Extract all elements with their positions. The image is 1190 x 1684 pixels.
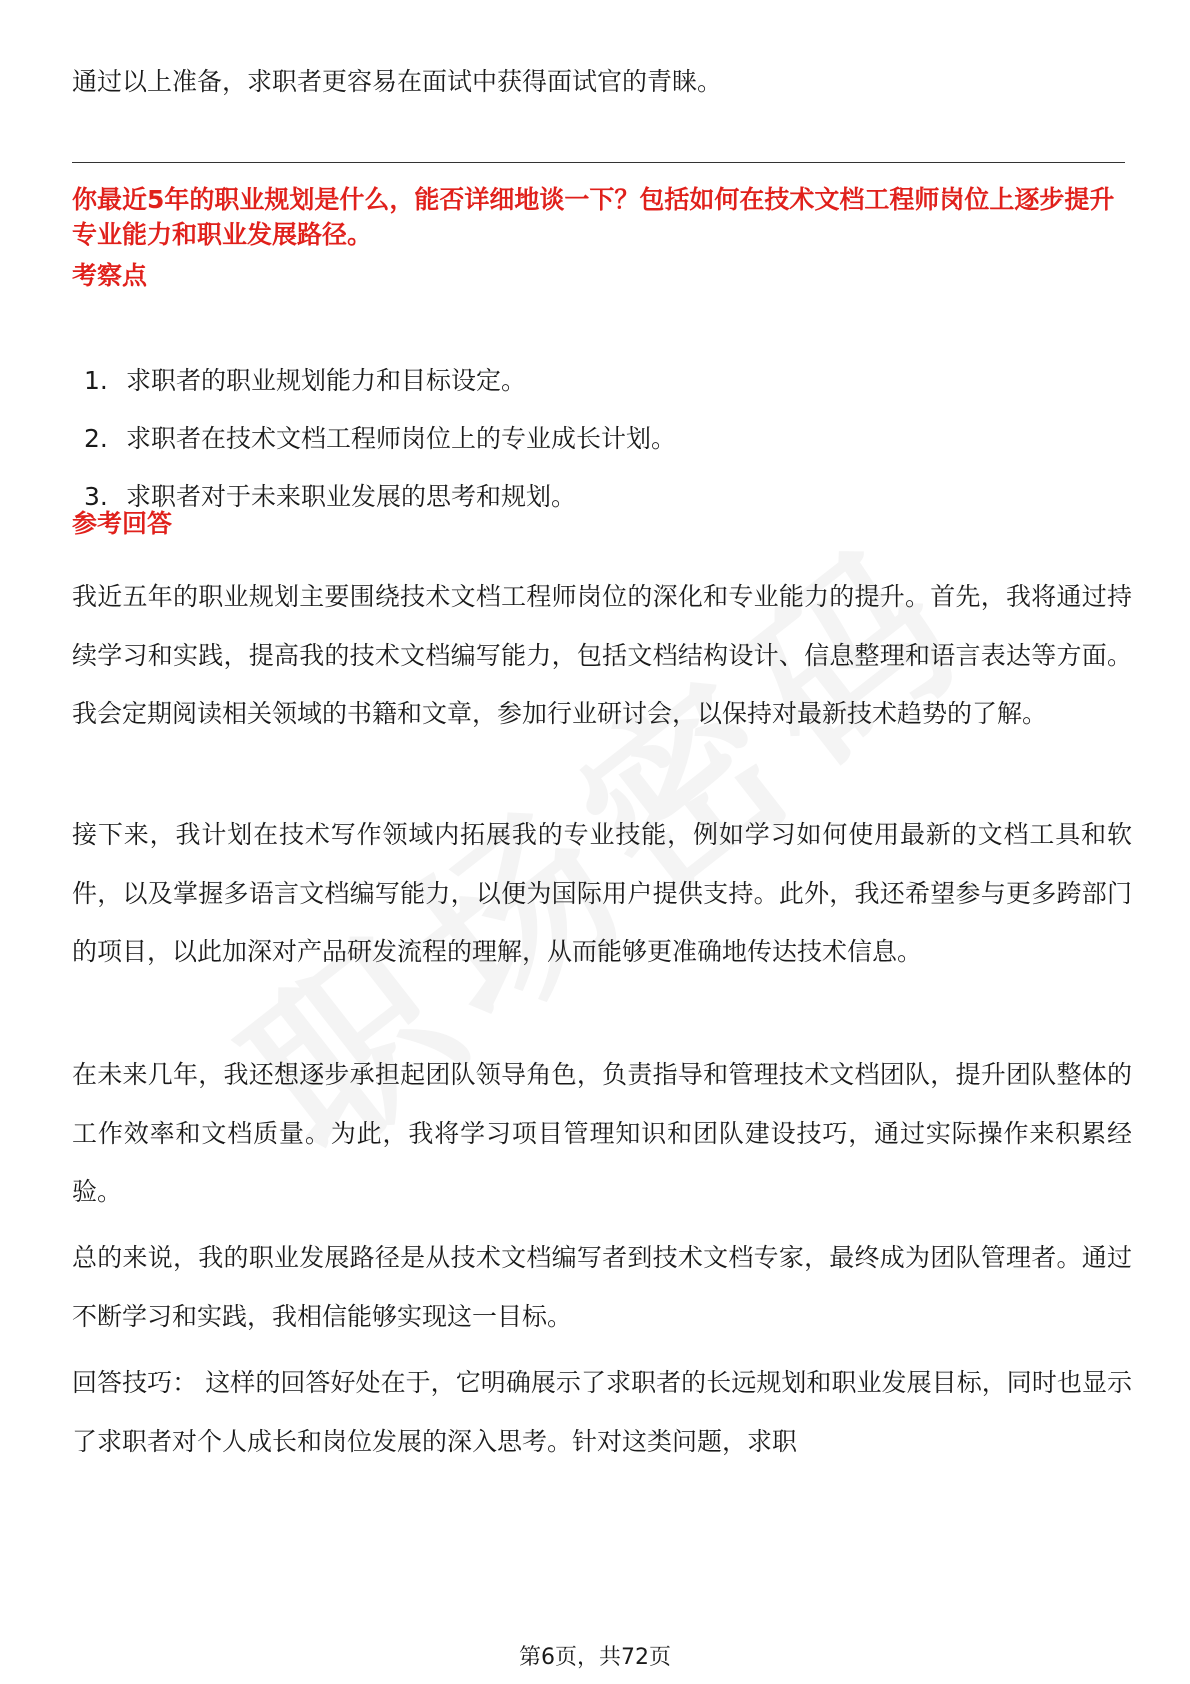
answer-paragraph: 总的来说，我的职业发展路径是从技术文档编写者到技术文档专家，最终成为团队管理者。通过不断学习和实践，我相信能够实现这一目标。 bbox=[72, 1243, 1132, 1331]
list-text: 求职者在技术文档工程师岗位上的专业成长计划。 bbox=[126, 424, 677, 453]
list-item bbox=[72, 410, 676, 468]
answer-paragraph: 接下来，我计划在技术写作领域内拓展我的专业技能，例如学习如何使用最新的文档工具和软件，以及掌握多语言文档编写能力，以便为国际用户提供支持。此外，我还希望参与更多跨部门的项目，以此加深对产品研发流程的理解，从而能够更准确地传达技术信息。 bbox=[72, 820, 1132, 966]
list-number: 3. bbox=[84, 482, 108, 511]
answer-section-title: 参考回答 bbox=[72, 509, 173, 538]
divider bbox=[72, 162, 1125, 163]
points-section-title: 考察点 bbox=[72, 261, 148, 290]
list-item bbox=[72, 352, 676, 410]
list-number: 2. bbox=[84, 424, 108, 453]
answer-paragraph: 在未来几年，我还想逐步承担起团队领导角色，负责指导和管理技术文档团队，提升团队整体的工作效率和文档质量。为此，我将学习项目管理知识和团队建设技巧，通过实际操作来积累经验。 bbox=[72, 1060, 1132, 1206]
list-text: 求职者对于未来职业发展的思考和规划。 bbox=[126, 482, 577, 511]
question-heading: 你最近5年的职业规划是什么，能否详细地谈一下？包括如何在技术文档工程师岗位上逐步提升专业能力和职业发展路径。 bbox=[72, 185, 1115, 249]
answer-paragraph: 我近五年的职业规划主要围绕技术文档工程师岗位的深化和专业能力的提升。首先，我将通过持续学习和实践，提高我的技术文档编写能力，包括文档结构设计、信息整理和语言表达等方面。我会定期阅读相关领域的书籍和文章，参加行业研讨会，以保持对最新技术趋势的了解。 bbox=[72, 582, 1132, 728]
points-list bbox=[72, 352, 676, 526]
list-text: 求职者的职业规划能力和目标设定。 bbox=[126, 366, 527, 395]
page-footer: 第6页，共72页 bbox=[519, 1645, 671, 1670]
tips-paragraph: 回答技巧： 这样的回答好处在于，它明确展示了求职者的长远规划和职业发展目标，同时也显示了求职者对个人成长和岗位发展的深入思考。针对这类问题，求职 bbox=[72, 1368, 1132, 1456]
list-number: 1. bbox=[84, 366, 108, 395]
intro-text: 通过以上准备，求职者更容易在面试中获得面试官的青睐。 bbox=[72, 67, 723, 96]
